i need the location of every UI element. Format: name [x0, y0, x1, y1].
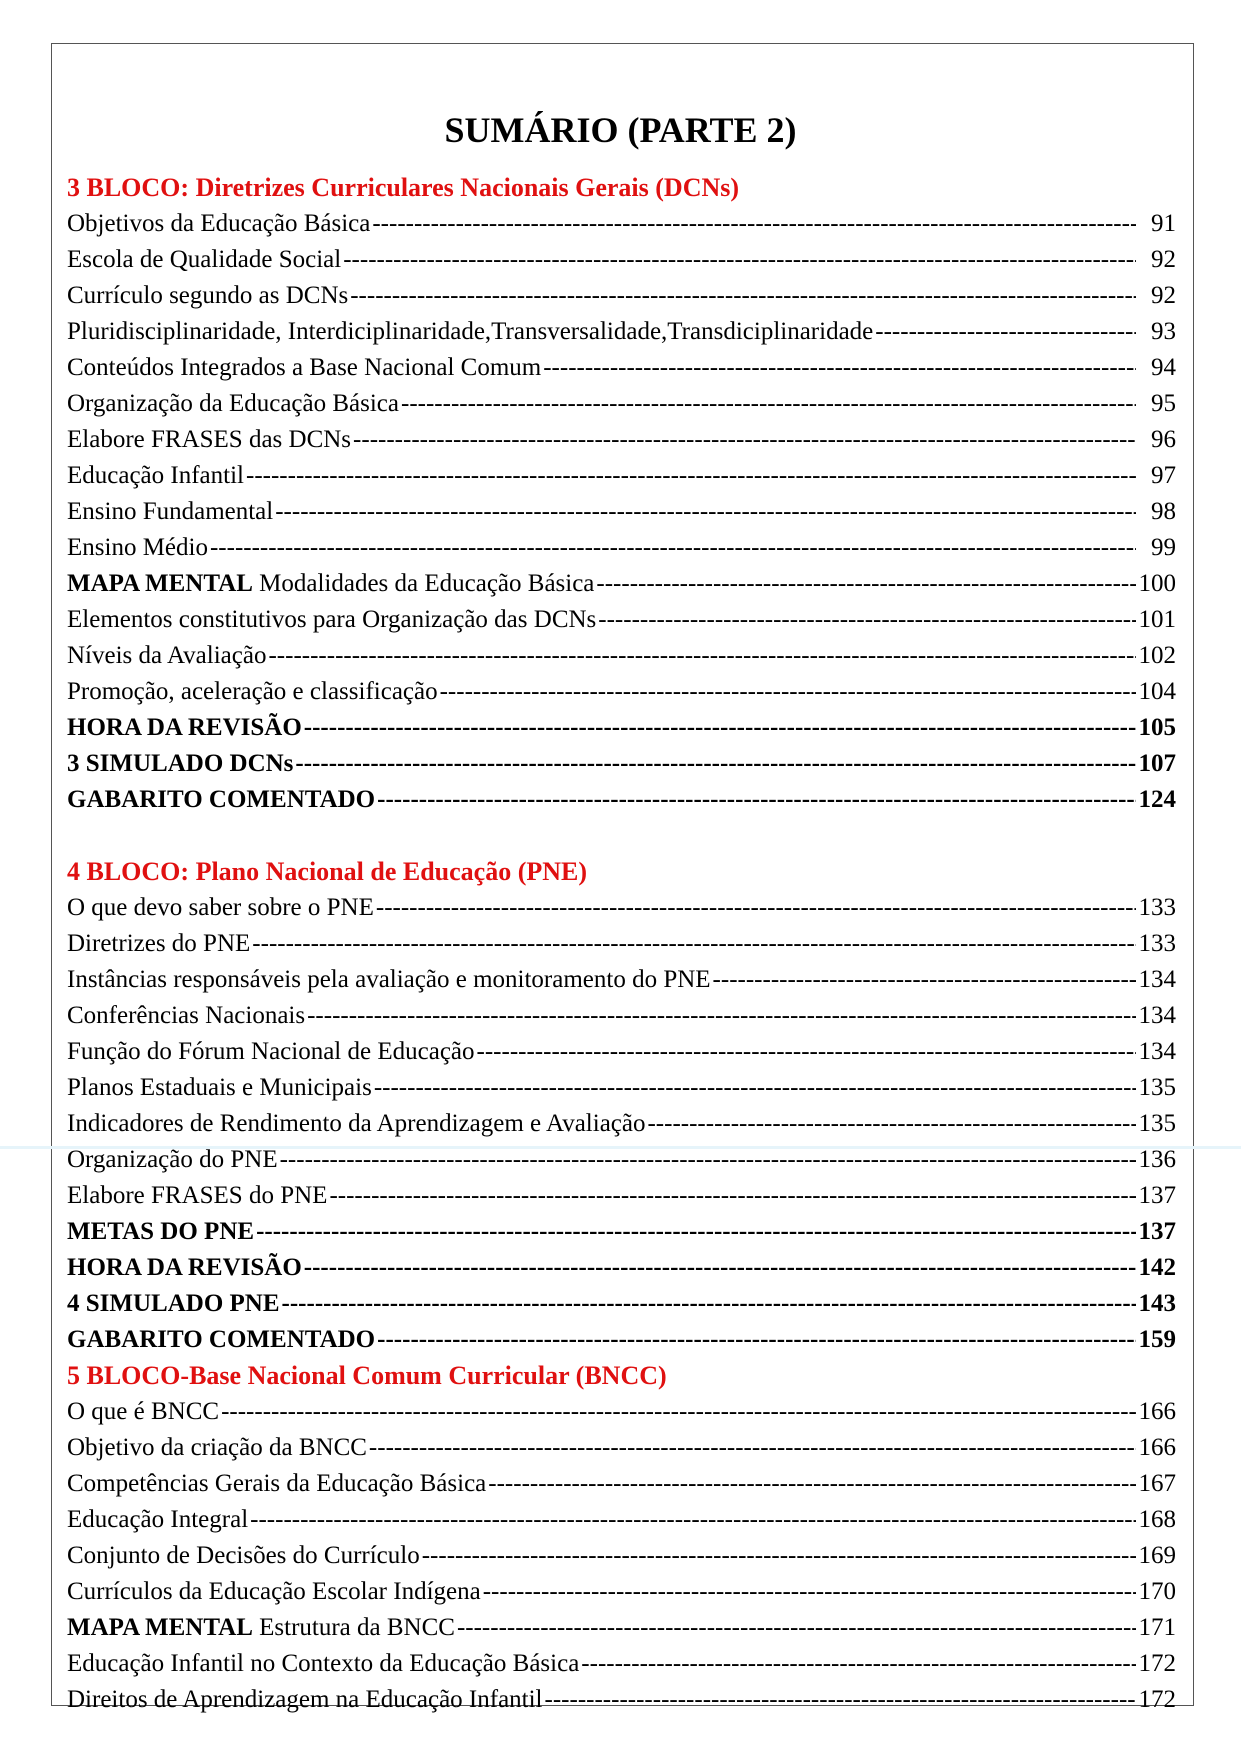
toc-entry-text: Elabore FRASES das DCNs [67, 426, 352, 453]
toc-entry-label [67, 1430, 367, 1466]
dot-leader [598, 602, 1136, 638]
toc-entry-label [67, 782, 375, 818]
toc-entry-label [67, 746, 293, 782]
toc-entry-text: Educação Infantil [67, 462, 244, 489]
toc-entry-label [67, 1538, 420, 1574]
dot-leader [280, 1142, 1136, 1178]
toc-entry[interactable] [67, 242, 1176, 278]
toc-entry[interactable] [67, 1250, 1176, 1286]
dot-leader [457, 1610, 1136, 1646]
toc-entry-label [67, 1394, 219, 1430]
toc-entry-label [67, 1106, 645, 1142]
toc-entry-text: Ensino Médio [67, 534, 208, 561]
section-heading-3: 3 BLOCO: Diretrizes Curriculares Nacionais Gerais (DCNs) [67, 173, 740, 202]
toc-entry-text: O que devo saber sobre o PNE [67, 894, 374, 921]
toc-entry-text: GABARITO COMENTADO [67, 1326, 376, 1353]
toc-entry-page: 104 [1138, 678, 1176, 705]
toc-entry-label [67, 494, 273, 530]
toc-entry-label [67, 530, 208, 566]
toc-entry-page: 134 [1138, 1002, 1176, 1029]
dot-leader [374, 1070, 1136, 1106]
dot-leader [275, 494, 1136, 530]
toc-entry[interactable] [67, 782, 1176, 818]
dot-leader [377, 782, 1136, 818]
toc-entry-label [67, 458, 244, 494]
dot-leader [581, 1646, 1136, 1682]
toc-entry[interactable] [67, 1070, 1176, 1106]
toc-entry-label [67, 242, 341, 278]
toc-entry-page: 124 [1138, 786, 1176, 813]
toc-entry-text: Estrutura da BNCC [252, 1614, 455, 1641]
toc-entry-page: 171 [1138, 1614, 1176, 1641]
toc-entry[interactable] [67, 1682, 1176, 1718]
toc-entry-text: Direitos de Aprendizagem na Educação Infantil [67, 1686, 543, 1713]
toc-entry-text: Organização do PNE [67, 1146, 278, 1173]
toc-entry[interactable] [67, 1178, 1176, 1214]
toc-entry-page: 99 [1151, 534, 1176, 561]
toc-entry[interactable] [67, 1322, 1176, 1358]
toc-entry-page: 168 [1138, 1506, 1176, 1533]
toc-entry[interactable] [67, 638, 1176, 674]
toc-entry-text: Educação Integral [67, 1506, 249, 1533]
toc-entry-label [67, 602, 596, 638]
toc-entry[interactable] [67, 1214, 1176, 1250]
toc-entry[interactable] [67, 566, 1176, 602]
toc-entry[interactable] [67, 1394, 1176, 1430]
toc-entry-text: Objetivo da criação da BNCC [67, 1434, 367, 1461]
toc-entry-page: 135 [1138, 1110, 1176, 1137]
toc-entry-page: 166 [1138, 1434, 1176, 1461]
toc-entry-text: Diretrizes do PNE [67, 930, 251, 957]
toc-entry[interactable] [67, 1502, 1176, 1538]
section-entries [67, 1394, 1176, 1718]
dot-leader [250, 1502, 1136, 1538]
toc-entry-text: Modalidades da Educação Básica [252, 570, 595, 597]
toc-entry[interactable] [67, 602, 1176, 638]
dot-leader [252, 926, 1136, 962]
toc-entry-text: O que é BNCC [67, 1398, 220, 1425]
toc-entry-label [67, 1322, 375, 1358]
toc-entry-text: Pluridisciplinaridade, Interdiciplinaridade,Transversalidade,Transdiciplinaridade [67, 318, 874, 345]
toc-entry-label [67, 386, 399, 422]
dot-leader [329, 1178, 1136, 1214]
toc-entry-page: 159 [1138, 1326, 1176, 1353]
toc-entry-label [67, 998, 305, 1034]
toc-entry[interactable] [67, 710, 1176, 746]
toc-entry[interactable] [67, 1430, 1176, 1466]
page-title: SUMÁRIO (PARTE 2) [444, 110, 797, 150]
toc-entry-page: 170 [1138, 1578, 1176, 1605]
toc-entry[interactable] [67, 1466, 1176, 1502]
toc-entry-page: 134 [1138, 966, 1176, 993]
dot-leader [221, 1394, 1136, 1430]
toc-entry[interactable] [67, 386, 1176, 422]
toc-entry-text: Ensino Fundamental [67, 498, 274, 525]
toc-entry[interactable] [67, 1106, 1176, 1142]
toc-entry-label [67, 1070, 372, 1106]
toc-entry-page: 96 [1151, 426, 1176, 453]
toc-entry[interactable] [67, 1142, 1176, 1178]
toc-entry-page: 92 [1151, 246, 1176, 273]
toc-entry-label [67, 350, 541, 386]
toc-entry-label [67, 314, 873, 350]
toc-entry-page: 105 [1138, 714, 1176, 741]
dot-leader [256, 1214, 1136, 1250]
toc-entry-text: Instâncias responsáveis pela avaliação e monitoramento do PNE [67, 966, 711, 993]
toc-entry-text: Currículos da Educação Escolar Indígena [67, 1578, 481, 1605]
section-heading-4: 4 BLOCO: Plano Nacional de Educação (PNE) [67, 857, 588, 886]
toc-entry[interactable] [67, 1034, 1176, 1070]
toc-entry[interactable] [67, 926, 1176, 962]
toc-entry-page: 97 [1151, 462, 1176, 489]
toc-entry-label [67, 674, 438, 710]
toc-entry-text: Organização da Educação Básica [67, 390, 399, 417]
toc-entry-text: GABARITO COMENTADO [67, 786, 376, 813]
toc-entry-prefix: MAPA MENTAL [67, 570, 253, 597]
toc-entry-page: 91 [1151, 210, 1176, 237]
toc-entry-page: 166 [1138, 1398, 1176, 1425]
toc-entry[interactable] [67, 530, 1176, 566]
dot-leader [647, 1106, 1136, 1142]
dot-leader [369, 1430, 1136, 1466]
toc-entry[interactable] [67, 962, 1176, 998]
toc-entry-page: 102 [1138, 642, 1176, 669]
dot-leader [295, 746, 1136, 782]
toc-entry-label [67, 278, 348, 314]
toc-entry-page: 95 [1151, 390, 1176, 417]
toc-entry-text: Promoção, aceleração e classificação [67, 678, 438, 705]
toc-entry[interactable] [67, 1538, 1176, 1574]
dot-leader [307, 998, 1136, 1034]
toc-entry-text: Competências Gerais da Educação Básica [67, 1470, 487, 1497]
toc-entry-label [67, 1574, 481, 1610]
toc-entry-text: Níveis da Avaliação [67, 642, 267, 669]
toc-entry-text: 4 SIMULADO PNE [67, 1290, 280, 1317]
toc-entry[interactable] [67, 1610, 1176, 1646]
toc-entry-page: 92 [1151, 282, 1176, 309]
toc-entry[interactable] [67, 494, 1176, 530]
dot-leader [343, 242, 1136, 278]
toc-entry-label [67, 566, 594, 602]
dot-leader [440, 674, 1136, 710]
dot-leader [545, 1682, 1136, 1718]
toc-entry-page: 142 [1138, 1254, 1176, 1281]
toc-entry-label [67, 1610, 455, 1646]
toc-entry[interactable] [67, 998, 1176, 1034]
toc-entry-label [67, 638, 266, 674]
toc-entry-label [67, 1502, 248, 1538]
toc-entry-text: Elementos constitutivos para Organização das DCNs [67, 606, 597, 633]
toc-entry-page: 133 [1138, 930, 1176, 957]
toc-entry-page: 137 [1138, 1218, 1176, 1245]
dot-leader [377, 1322, 1136, 1358]
toc-entry-page: 172 [1138, 1686, 1176, 1713]
dot-leader [543, 350, 1136, 386]
dot-leader [268, 638, 1136, 674]
toc-entry-text: 3 SIMULADO DCNs [67, 750, 294, 777]
toc-entry[interactable] [67, 206, 1176, 242]
toc-entry[interactable] [67, 350, 1176, 386]
toc-entry-page: 94 [1151, 354, 1176, 381]
dot-leader [483, 1574, 1136, 1610]
dot-leader [304, 1250, 1136, 1286]
toc-entry-text: Planos Estaduais e Municipais [67, 1074, 372, 1101]
toc-entry-page: 134 [1138, 1038, 1176, 1065]
toc-entry-page: 133 [1138, 894, 1176, 921]
dot-leader [210, 530, 1136, 566]
section-entries [67, 890, 1176, 1358]
section-heading-5: 5 BLOCO-Base Nacional Comum Curricular (BNCC) [67, 1361, 667, 1390]
toc-entry-page: 172 [1138, 1650, 1176, 1677]
toc-entry[interactable] [67, 1286, 1176, 1322]
toc-entry-text: Currículo segundo as DCNs [67, 282, 349, 309]
toc-entry-label [67, 422, 351, 458]
table-of-contents [67, 170, 1176, 1718]
dot-leader [353, 422, 1136, 458]
toc-entry-page: 137 [1138, 1182, 1176, 1209]
toc-entry-page: 101 [1138, 606, 1176, 633]
toc-entry-text: Conteúdos Integrados a Base Nacional Comum [67, 354, 542, 381]
dot-leader [246, 458, 1136, 494]
toc-entry-page: 143 [1138, 1290, 1176, 1317]
toc-entry-page: 167 [1138, 1470, 1176, 1497]
dot-leader [304, 710, 1136, 746]
toc-entry-text: Conferências Nacionais [67, 1002, 306, 1029]
toc-entry[interactable] [67, 890, 1176, 926]
toc-entry-label [67, 1034, 475, 1070]
toc-entry-label [67, 1646, 579, 1682]
toc-entry[interactable] [67, 746, 1176, 782]
toc-entry-text: Educação Infantil no Contexto da Educação Básica [67, 1650, 580, 1677]
dot-leader [875, 314, 1136, 350]
toc-entry-prefix: MAPA MENTAL [67, 1614, 253, 1641]
toc-entry-text: Função do Fórum Nacional de Educação [67, 1038, 475, 1065]
toc-entry[interactable] [67, 314, 1176, 350]
section-spacer [67, 818, 1176, 854]
toc-entry-page: 98 [1151, 498, 1176, 525]
toc-entry-text: Conjunto de Decisões do Currículo [67, 1542, 420, 1569]
dot-leader [282, 1286, 1136, 1322]
toc-entry-text: Elabore FRASES do PNE [67, 1182, 328, 1209]
toc-entry[interactable] [67, 1646, 1176, 1682]
toc-entry-text: Escola de Qualidade Social [67, 246, 342, 273]
toc-entry[interactable] [67, 422, 1176, 458]
toc-entry-label [67, 206, 370, 242]
dot-leader [596, 566, 1136, 602]
dot-leader [477, 1034, 1136, 1070]
dot-leader [372, 206, 1136, 242]
dot-leader [488, 1466, 1136, 1502]
toc-entry-label [67, 1286, 280, 1322]
toc-entry-label [67, 1466, 486, 1502]
toc-entry[interactable] [67, 278, 1176, 314]
toc-entry-label [67, 890, 374, 926]
toc-entry-label [67, 710, 302, 746]
toc-entry[interactable] [67, 458, 1176, 494]
dot-leader [350, 278, 1136, 314]
toc-entry-text: METAS DO PNE [67, 1218, 255, 1245]
toc-entry-page: 107 [1138, 750, 1176, 777]
toc-entry-label [67, 1682, 543, 1718]
toc-entry-text: HORA DA REVISÃO [67, 714, 302, 741]
toc-entry-text: Indicadores de Rendimento da Aprendizagem e Avaliação [67, 1110, 646, 1137]
toc-entry-text: Objetivos da Educação Básica [67, 210, 371, 237]
toc-entry-page: 93 [1151, 318, 1176, 345]
dot-leader [376, 890, 1136, 926]
section-entries [67, 206, 1176, 818]
toc-entry-text: HORA DA REVISÃO [67, 1254, 302, 1281]
toc-entry-label [67, 1214, 254, 1250]
toc-entry-label [67, 1142, 278, 1178]
toc-entry-label [67, 926, 250, 962]
toc-entry[interactable] [67, 1574, 1176, 1610]
toc-entry-page: 169 [1138, 1542, 1176, 1569]
toc-entry-page: 136 [1138, 1146, 1176, 1173]
toc-entry-label [67, 1250, 302, 1286]
dot-leader [713, 962, 1136, 998]
toc-entry-label [67, 1178, 327, 1214]
toc-entry-page: 100 [1138, 570, 1176, 597]
toc-entry-label [67, 962, 711, 998]
toc-entry-page: 135 [1138, 1074, 1176, 1101]
dot-leader [401, 386, 1136, 422]
dot-leader [422, 1538, 1136, 1574]
toc-entry[interactable] [67, 674, 1176, 710]
